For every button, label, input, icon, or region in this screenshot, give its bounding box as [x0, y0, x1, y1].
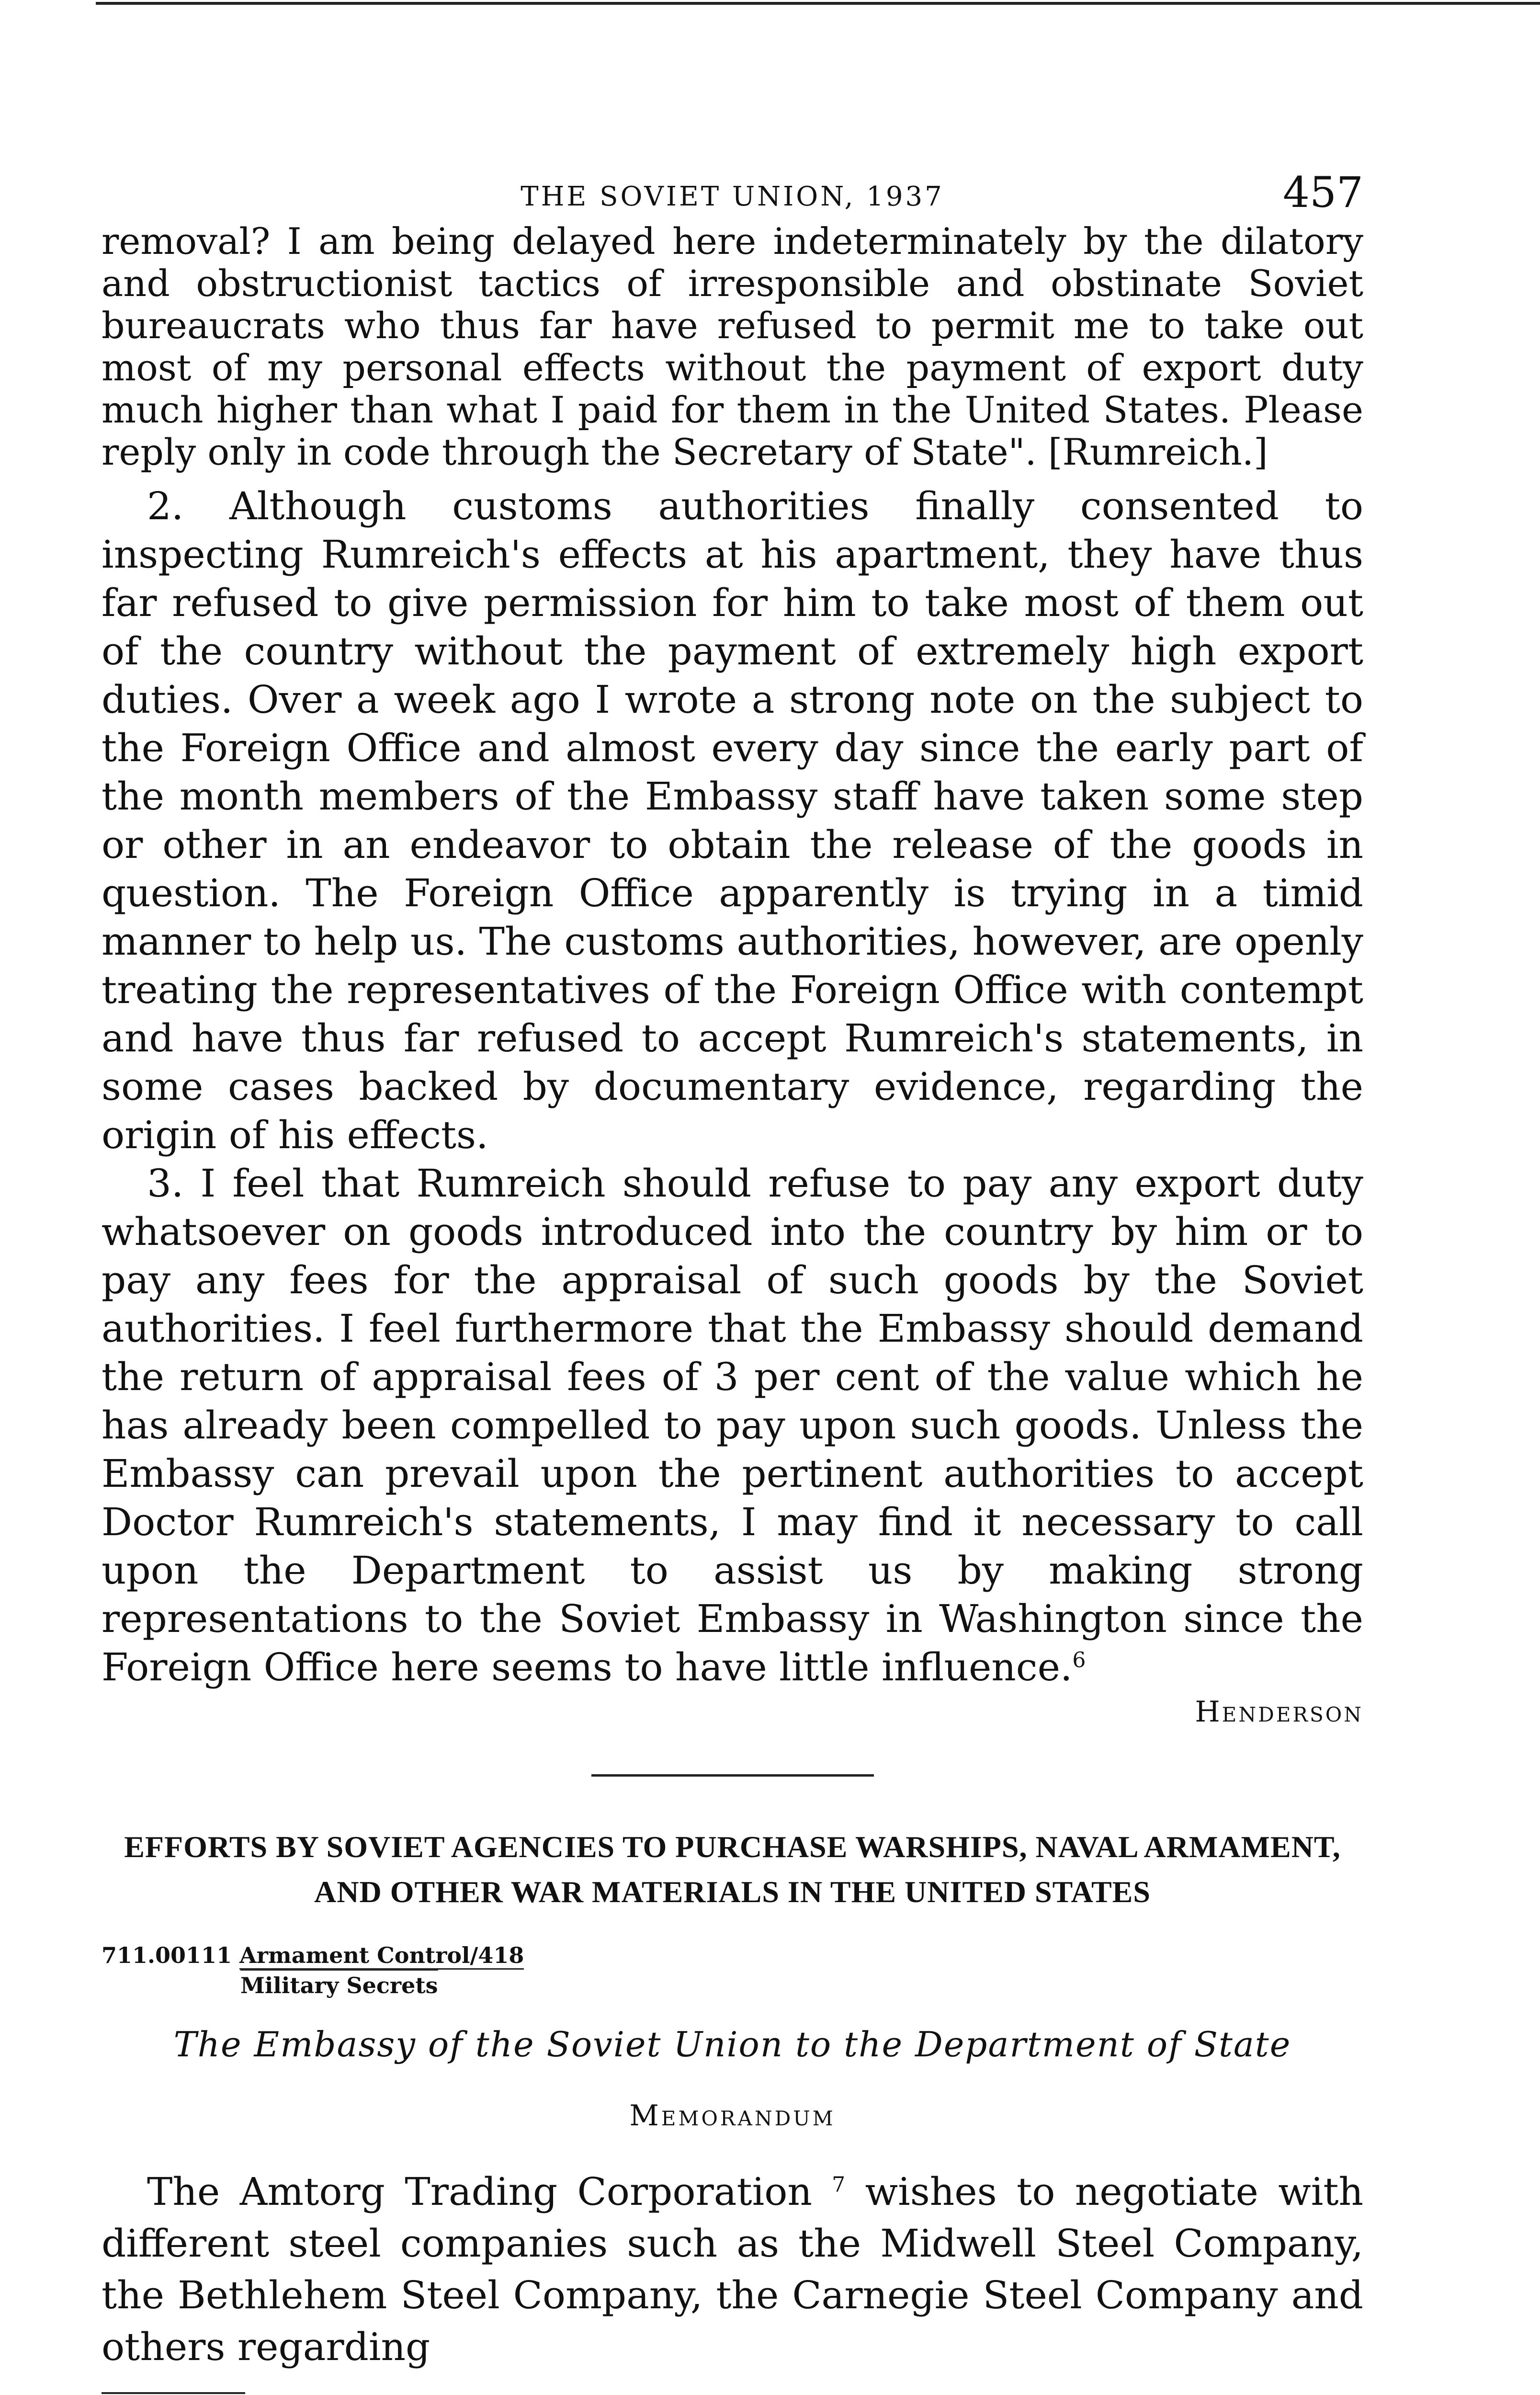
paragraph-2: 2. Although customs authorities finally consented to inspecting Rumreich's effects at his apartment, they have thus far refused to give permission for him to take most of them out of the country without the payment of extremely high export duties. Over a week ago I wrote a strong note on the subject to the Foreign Office and almost every day since the early part of the month members of the Embassy staff have taken some step or other in an endeavor to obtain the release of the goods in question. The Foreign Office apparently is trying in a timid manner to help us. The customs authorities, however, are openly treating the representatives of the Foreign Office with contempt and have thus far refused to accept Rumreich's statements, in some cases backed by documentary evidence, regarding the origin of his effects.	[102, 484, 1363, 1157]
file-subject: Armament Control/418	[239, 1942, 524, 1970]
telegram-continuation: removal? I am being delayed here indeterminately by the dilatory and obstructionist tactics of irresponsible and obstinate Soviet bureaucrats who thus far have refused to permit me to take out most of my personal effects without the payment of export duty much higher than what I paid for them in the United States. Please reply only in code through the Secretary of State". [Rumreich.]	[102, 220, 1363, 473]
footnote-ref-7[interactable]: 7	[832, 2172, 846, 2197]
memorandum-paragraph	[102, 2166, 1363, 2373]
footnote-rule	[102, 2392, 245, 2394]
paragraph-3-text: 3. I feel that Rumreich should refuse to pay any export duty whatsoever on goods introduced into the country by him or to pay any fees for the appraisal of such goods by the Soviet authorities. I feel furthermore that the Embassy should demand the return of appraisal fees of 3 per cent of the value which he has already been compelled to pay upon such goods. Unless the Embassy can prevail upon the pertinent authorities to accept Doctor Rumreich's statements, I may find it necessary to call upon the Department to assist us by making strong representations to the Soviet Embassy in Washington since the Foreign Office here seems to have little influence.	[102, 1161, 1363, 1689]
running-title: THE SOVIET UNION, 1937	[521, 181, 944, 212]
memorandum-body	[102, 2166, 1363, 2373]
top-edge-rule	[96, 2, 1540, 5]
footnote-ref-6[interactable]: 6	[1072, 1648, 1086, 1673]
document-title: The Embassy of the Soviet Union to the Department of State	[173, 2024, 1291, 2064]
paragraph-3	[102, 1159, 1363, 1691]
page-number: 457	[1283, 168, 1363, 217]
document-page	[102, 168, 1363, 2395]
memo-rest: wishes to negotiate with different steel companies such as the Midwell Steel Company, the Bethlehem Steel Company, the Carnegie Steel Company and others regarding	[102, 2169, 1363, 2369]
section-heading: EFFORTS BY SOVIET AGENCIES TO PURCHASE WARSHIPS, NAVAL ARMAMENT, AND OTHER WAR MATERIALS IN THE UNITED STATES	[124, 1830, 1341, 1909]
section-divider	[591, 1774, 874, 1777]
file-subsubject: Military Secrets	[240, 1969, 438, 1999]
file-reference	[102, 1941, 1363, 1999]
file-number: 711.00111	[102, 1942, 232, 1968]
page-header	[102, 168, 1363, 220]
memo-intro: The Amtorg Trading Corporation	[147, 2169, 812, 2214]
signature: Henderson	[1195, 1695, 1363, 1729]
memorandum-label: Memorandum	[629, 2099, 836, 2133]
